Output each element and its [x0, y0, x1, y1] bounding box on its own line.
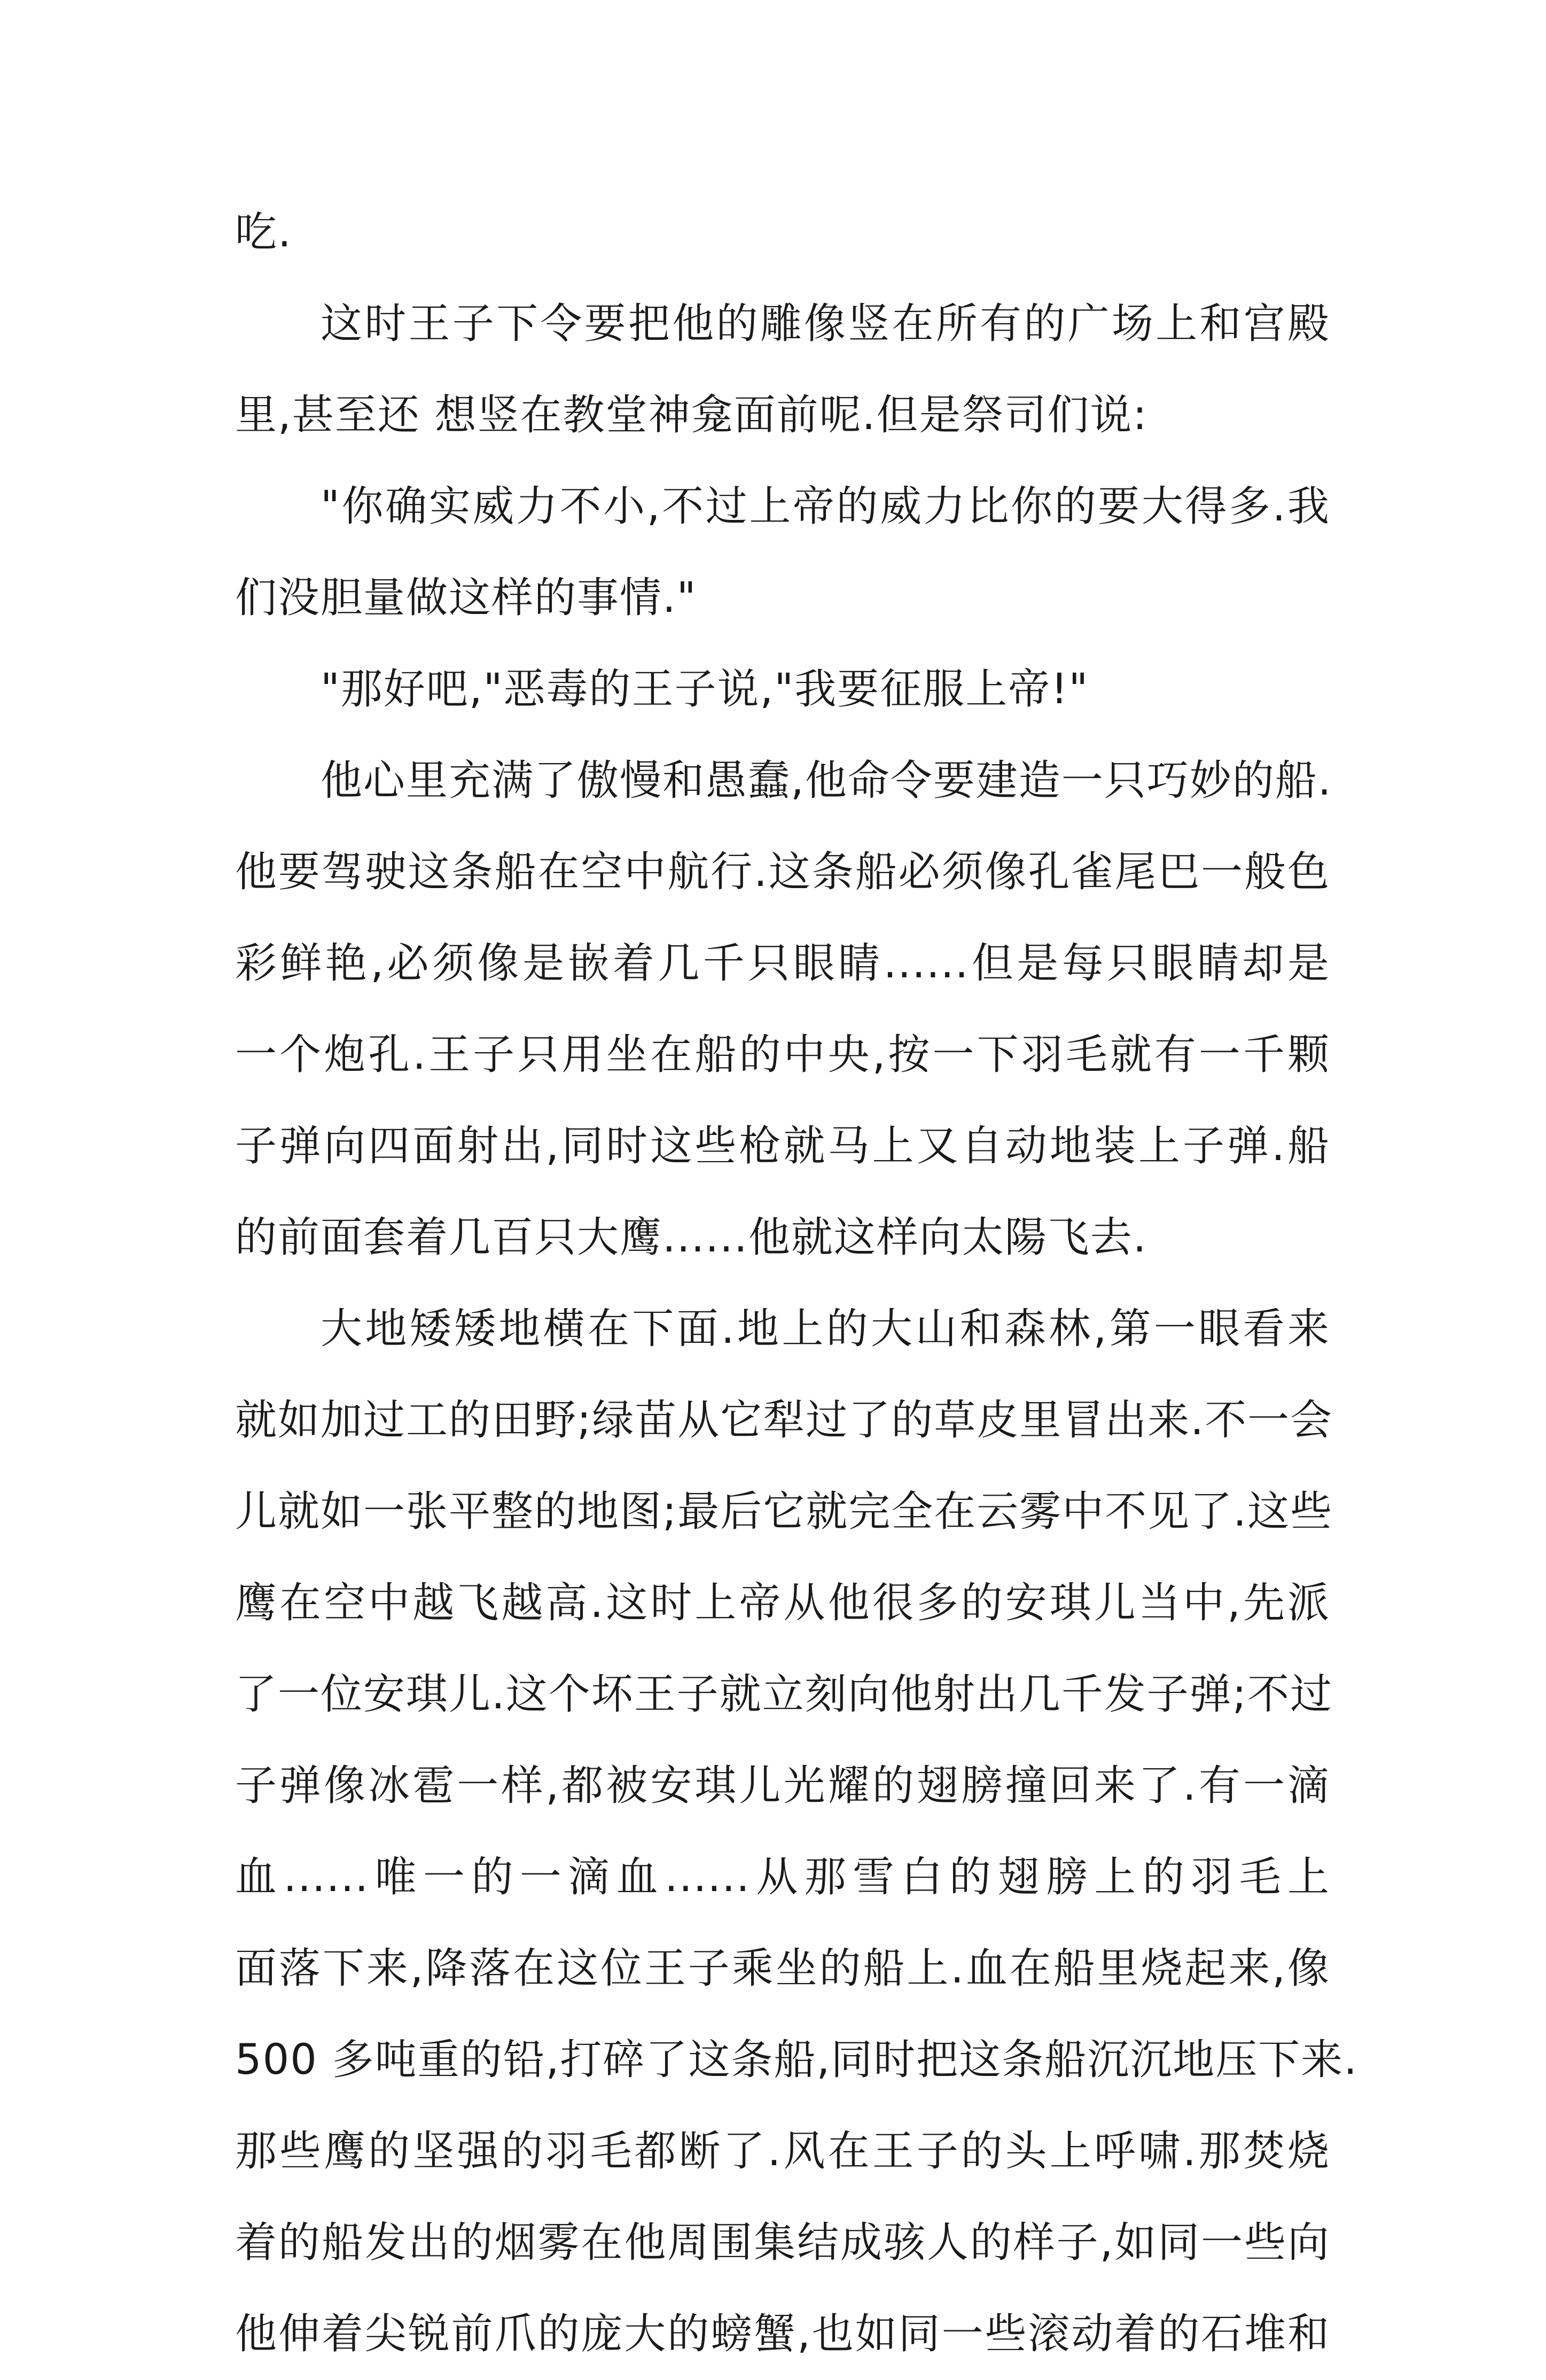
text-line: "你确实威力不小,不过上帝的威力比你的要大得多.我 — [321, 483, 1330, 531]
text-line: 这时王子下令要把他的雕像竖在所有的广场上和宫殿 — [321, 300, 1330, 348]
text-line: 那些鹰的坚强的羽毛都断了.风在王子的头上呼啸.那焚烧 — [235, 2127, 1330, 2175]
text-line: 他伸着尖锐前爪的庞大的螃蟹,也如同一些滚动着的石堆和 — [235, 2310, 1330, 2358]
text-line: 鹰在空中越飞越高.这时上帝从他很多的安琪儿当中,先派 — [235, 1579, 1330, 1627]
text-line: 的前面套着几百只大鹰......他就这样向太陽飞去. — [235, 1214, 1147, 1262]
text-line: 一个炮孔.王子只用坐在船的中央,按一下羽毛就有一千颗 — [235, 1031, 1330, 1079]
text-line: 面落下来,降落在这位王子乘坐的船上.血在船里烧起来,像 — [235, 1945, 1330, 1993]
text-line: 了一位安琪儿.这个坏王子就立刻向他射出几千发子弹;不过 — [235, 1670, 1333, 1718]
text-line: 里,甚至还 想竖在教堂神龛面前呢.但是祭司们说: — [235, 391, 1148, 439]
text-line: 们没胆量做这样的事情." — [235, 574, 697, 622]
text-line: 彩鲜艳,必须像是嵌着几千只眼睛......但是每只眼睛却是 — [235, 939, 1330, 987]
text-line: 着的船发出的烟雾在他周围集结成骇人的样子,如同一些向 — [235, 2219, 1330, 2267]
text-line: 吃. — [235, 208, 292, 256]
text-line: 大地矮矮地横在下面.地上的大山和森林,第一眼看来 — [321, 1305, 1330, 1353]
text-line: 他要驾驶这条船在空中航行.这条船必须像孔雀尾巴一般色 — [235, 848, 1330, 896]
text-line: 儿就如一张平整的地图;最后它就完全在云雾中不见了.这些 — [235, 1488, 1333, 1536]
story-text — [235, 187, 1358, 2380]
text-line: 就如加过工的田野;绿苗从它犁过了的草皮里冒出来.不一会 — [235, 1396, 1333, 1444]
text-line: 他心里充满了傲慢和愚蠢,他命令要建造一只巧妙的船. — [321, 757, 1332, 805]
text-line: 500 多吨重的铅,打碎了这条船,同时把这条船沉沉地压下来. — [235, 2036, 1358, 2084]
text-line: 子弹像冰雹一样,都被安琪儿光耀的翅膀撞回来了.有一滴 — [235, 1762, 1330, 1810]
text-line: 子弹向四面射出,同时这些枪就马上又自动地装上子弹.船 — [235, 1122, 1330, 1170]
text-line: "那好吧,"恶毒的王子说,"我要征服上帝!" — [321, 665, 1089, 713]
text-line: 血......唯一的一滴血......从那雪白的翅膀上的羽毛上 — [235, 1853, 1330, 1901]
